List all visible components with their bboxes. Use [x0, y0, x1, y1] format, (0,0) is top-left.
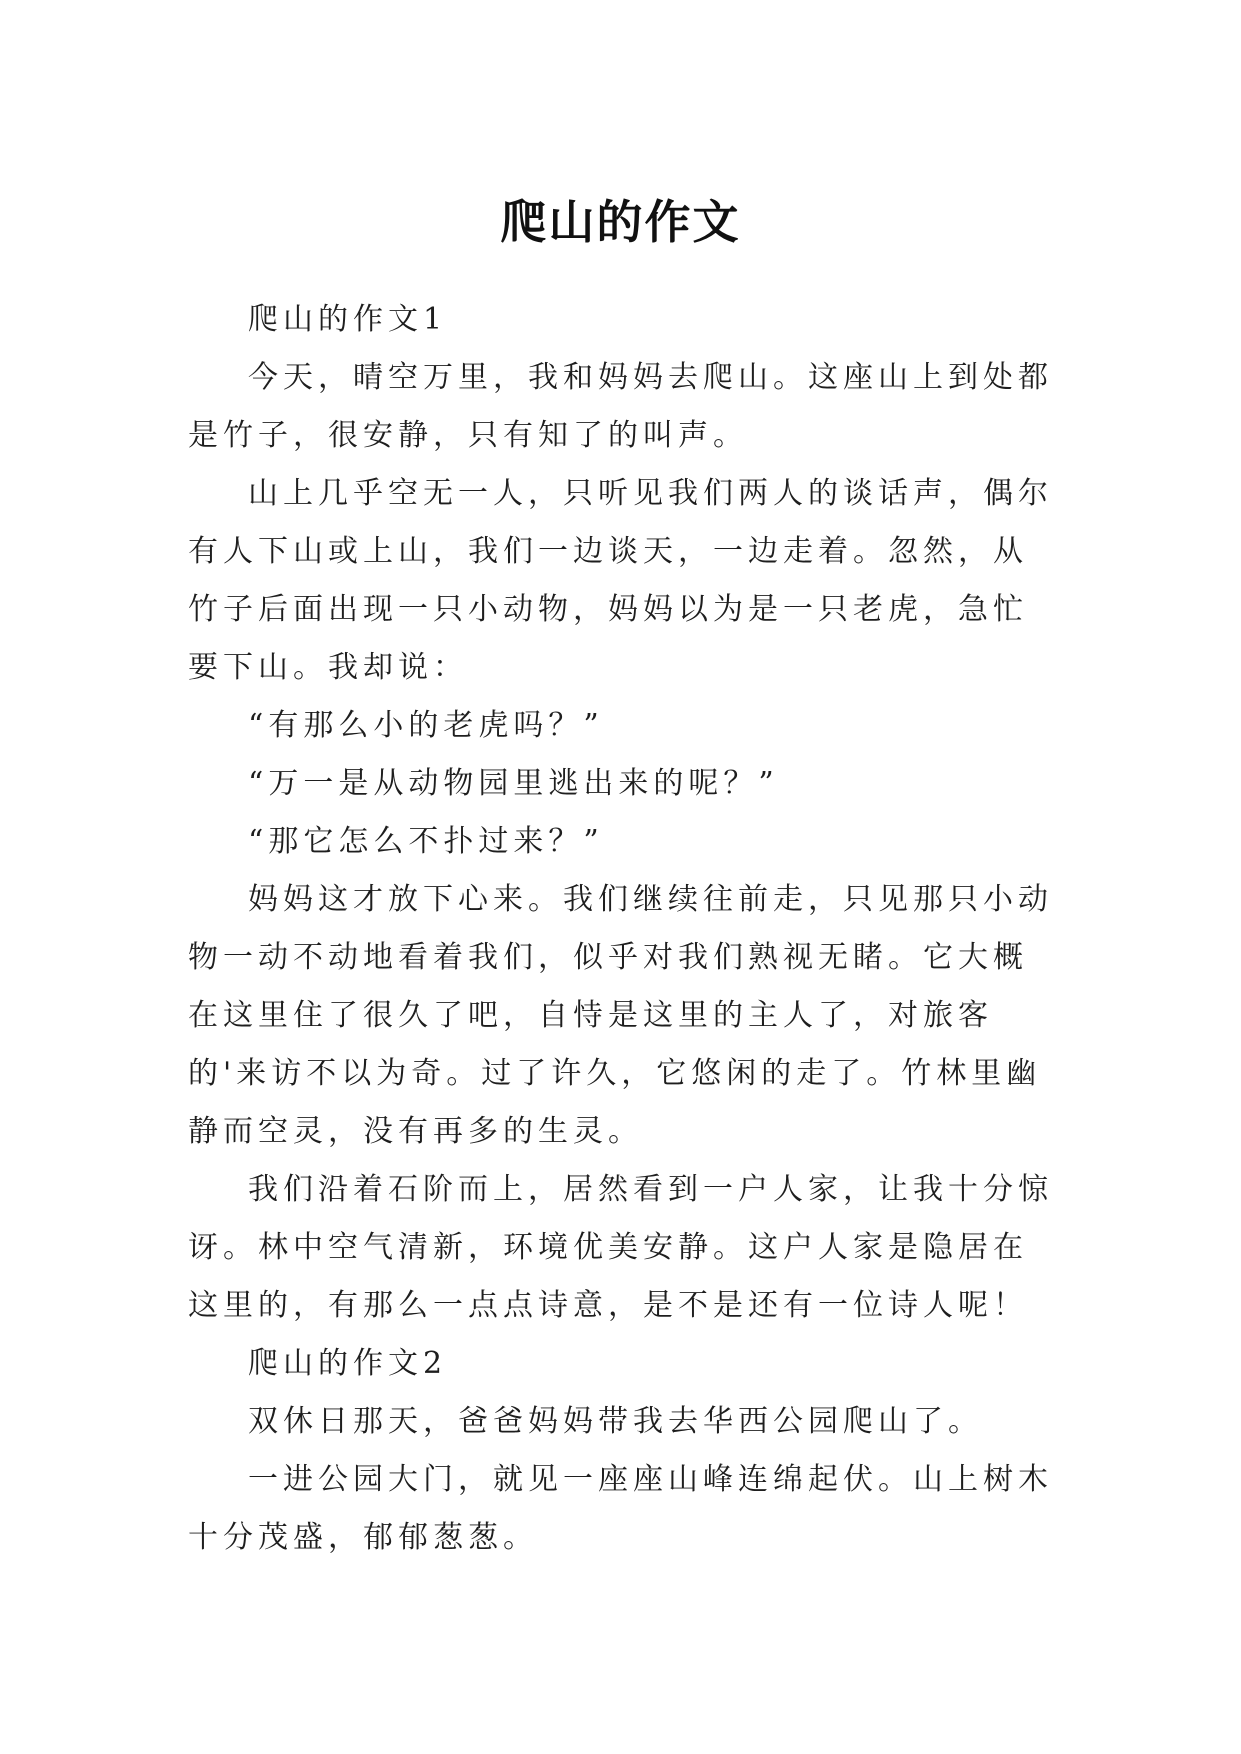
- essay-body: [188, 291, 1058, 1567]
- dialogue-line: “有那么小的老虎吗？”: [248, 708, 604, 743]
- dialogue-line: “万一是从动物园里逃出来的呢？”: [248, 766, 779, 801]
- paragraph: 我们沿着石阶而上，居然看到一户人家，让我十分惊讶。林中空气清新，环境优美安静。这户人家是隐居在这里的，有那么一点点诗意，是不是还有一位诗人呢！: [188, 1172, 1053, 1323]
- paragraph: 双休日那天，爸爸妈妈带我去华西公园爬山了。: [248, 1404, 983, 1439]
- section-heading: 爬山的作文2: [248, 1346, 448, 1381]
- page-title: 爬山的作文: [500, 194, 741, 249]
- paragraph: 山上几乎空无一人，只听见我们两人的谈话声，偶尔有人下山或上山，我们一边谈天，一边走着。忽然，从竹子后面出现一只小动物，妈妈以为是一只老虎，急忙要下山。我却说：: [188, 476, 1053, 685]
- paragraph: 一进公园大门，就见一座座山峰连绵起伏。山上树木十分茂盛，郁郁葱葱。: [188, 1462, 1053, 1555]
- section-heading: 爬山的作文1: [248, 302, 448, 337]
- dialogue-line: “那它怎么不扑过来？”: [248, 824, 604, 859]
- paragraph: 今天，晴空万里，我和妈妈去爬山。这座山上到处都是竹子，很安静，只有知了的叫声。: [188, 360, 1053, 453]
- paragraph: 妈妈这才放下心来。我们继续往前走，只见那只小动物一动不动地看着我们，似乎对我们熟视无睹。它大概在这里住了很久了吧，自恃是这里的主人了，对旅客的'来访不以为奇。过了许久，它悠闲的走了。竹林里幽静而空灵，没有再多的生灵。: [188, 882, 1053, 1149]
